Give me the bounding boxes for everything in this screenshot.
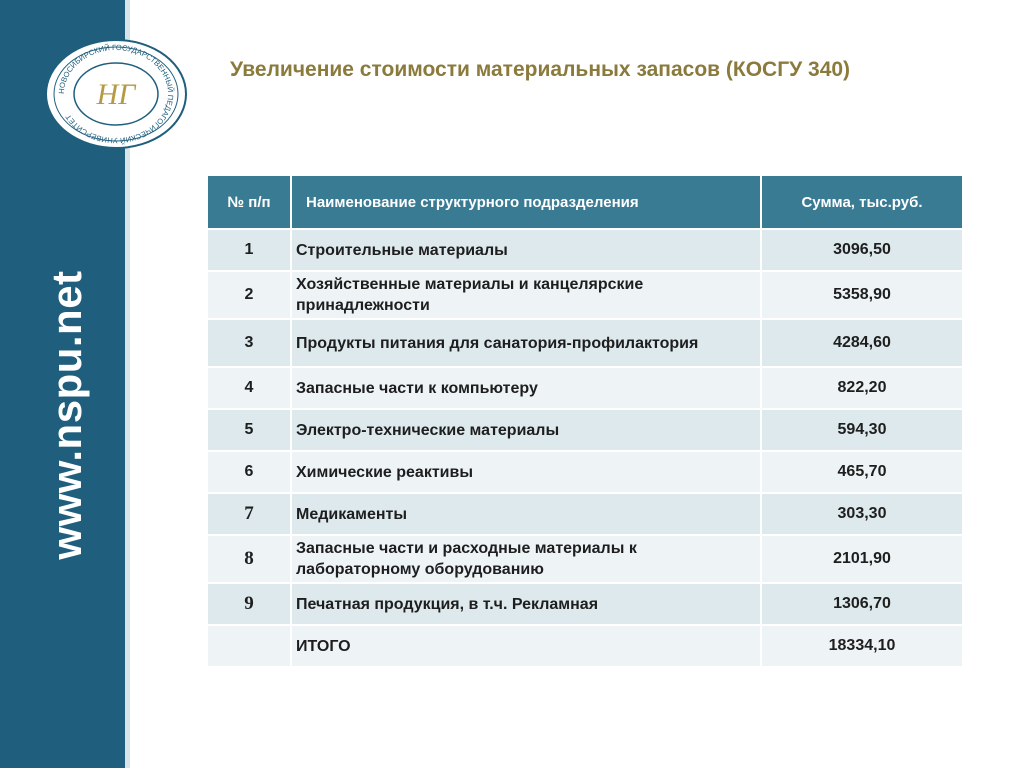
row-name: Хозяйственные материалы и канцелярские принадлежности bbox=[292, 272, 760, 318]
table-row bbox=[208, 494, 962, 534]
row-sum: 303,30 bbox=[762, 494, 962, 534]
row-name: Печатная продукция, в т.ч. Рекламная bbox=[292, 584, 760, 624]
row-sum: 5358,90 bbox=[762, 272, 962, 318]
row-num: 3 bbox=[208, 320, 290, 366]
logo-monogram: НГ bbox=[96, 78, 136, 111]
row-num: 2 bbox=[208, 272, 290, 318]
site-url: www.nspu.net bbox=[43, 270, 90, 560]
total-sum: 18334,10 bbox=[762, 626, 962, 666]
row-name: Медикаменты bbox=[292, 494, 760, 534]
row-sum: 822,20 bbox=[762, 368, 962, 408]
table-header-row bbox=[208, 176, 962, 228]
header-sum: Сумма, тыс.руб. bbox=[762, 176, 962, 228]
university-logo bbox=[44, 38, 188, 150]
total-empty-cell bbox=[208, 626, 290, 666]
logo-ring-text: НОВОСИБИРСКИЙ ГОСУДАРСТВЕННЫЙ ПЕДАГОГИЧЕСКИЙ УНИВЕРСИТЕТ bbox=[56, 42, 176, 146]
header-name: Наименование структурного подразделения bbox=[292, 176, 760, 228]
table-row bbox=[208, 452, 962, 492]
header-num: № п/п bbox=[208, 176, 290, 228]
row-name: Запасные части и расходные материалы к лабораторному оборудованию bbox=[292, 536, 760, 582]
row-sum: 594,30 bbox=[762, 410, 962, 450]
row-num: 6 bbox=[208, 452, 290, 492]
total-row bbox=[208, 626, 962, 666]
row-sum: 1306,70 bbox=[762, 584, 962, 624]
row-num: 4 bbox=[208, 368, 290, 408]
row-sum: 2101,90 bbox=[762, 536, 962, 582]
table-row bbox=[208, 272, 962, 318]
total-label: ИТОГО bbox=[292, 626, 760, 666]
page-title: Увеличение стоимости материальных запасов (КОСГУ 340) bbox=[230, 58, 851, 81]
row-num: 8 bbox=[208, 536, 290, 582]
materials-table bbox=[206, 174, 964, 668]
row-num: 5 bbox=[208, 410, 290, 450]
table-row bbox=[208, 368, 962, 408]
row-sum: 4284,60 bbox=[762, 320, 962, 366]
row-name: Строительные материалы bbox=[292, 230, 760, 270]
table-row bbox=[208, 320, 962, 366]
row-num: 7 bbox=[208, 494, 290, 534]
row-num: 9 bbox=[208, 584, 290, 624]
row-name: Химические реактивы bbox=[292, 452, 760, 492]
row-sum: 3096,50 bbox=[762, 230, 962, 270]
row-sum: 465,70 bbox=[762, 452, 962, 492]
row-name: Запасные части к компьютеру bbox=[292, 368, 760, 408]
table-row bbox=[208, 410, 962, 450]
table-row bbox=[208, 230, 962, 270]
row-name: Электро-технические материалы bbox=[292, 410, 760, 450]
table-row bbox=[208, 584, 962, 624]
row-name: Продукты питания для санатория-профилактория bbox=[292, 320, 760, 366]
table-row bbox=[208, 536, 962, 582]
row-num: 1 bbox=[208, 230, 290, 270]
